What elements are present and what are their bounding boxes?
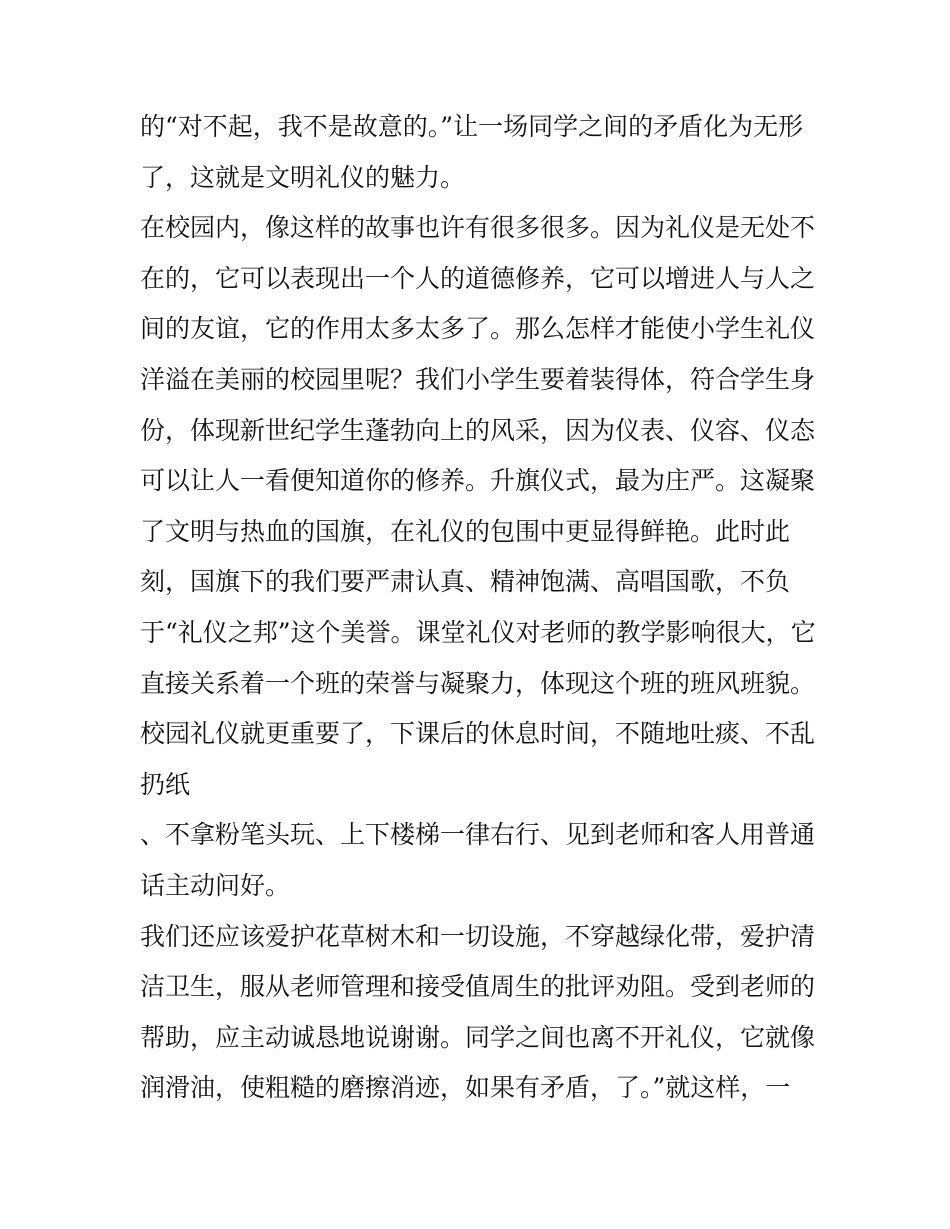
text-line: 的“对不起，我不是故意的。”让一场同学之间的矛盾化为无形 [140,112,804,141]
text-line: 洁卫生，服从老师管理和接受值周生的批评劝阻。受到老师的 [140,972,816,1002]
text-line: 、不拿粉笔头玩、上下楼梯一律右行、见到老师和客人用普通 [140,820,816,850]
text-line: 刻，国旗下的我们要严肃认真、精神饱满、高唱国歌，不负 [140,567,791,597]
text-line: 直接关系着一个班的荣誉与凝聚力，体现这个班的班风班貌。 [140,668,816,698]
text-line: 于“礼仪之邦”这个美誉。课堂礼仪对老师的教学影响很大，它 [140,617,816,647]
text-line: 可以让人一看便知道你的修养。升旗仪式，最为庄严。这凝聚 [140,466,816,496]
document-body [140,102,820,1114]
text-line: 了，这就是文明礼仪的魅力。 [140,162,466,192]
text-line: 洋溢在美丽的校园里呢？我们小学生要着装得体，符合学生身 [140,364,816,394]
text-line: 了文明与热血的国旗，在礼仪的包围中更显得鲜艳。此时此 [140,516,791,546]
text-line: 在校园内，像这样的故事也许有很多很多。因为礼仪是无处不 [140,213,816,243]
text-line: 我们还应该爱护花草树木和一切设施，不穿越绿化带，爱护清 [140,921,816,951]
text-line: 润滑油，使粗糙的磨擦消迹，如果有矛盾，了。”就这样，一 [140,1073,791,1103]
text-line: 在的，它可以表现出一个人的道德修养，它可以增进人与人之 [140,263,816,293]
text-line: 校园礼仪就更重要了，下课后的休息时间，不随地吐痰、不乱 [140,719,816,749]
text-line: 帮助，应主动诚恳地说谢谢。同学之间也离不开礼仪，它就像 [140,1022,816,1052]
text-line: 份，体现新世纪学生蓬勃向上的风采，因为仪表、仪容、仪态 [140,415,816,445]
text-line: 扔纸 [140,769,191,799]
text-line: 话主动问好。 [140,870,291,900]
text-line: 间的友谊，它的作用太多太多了。那么怎样才能使小学生礼仪 [140,314,816,344]
